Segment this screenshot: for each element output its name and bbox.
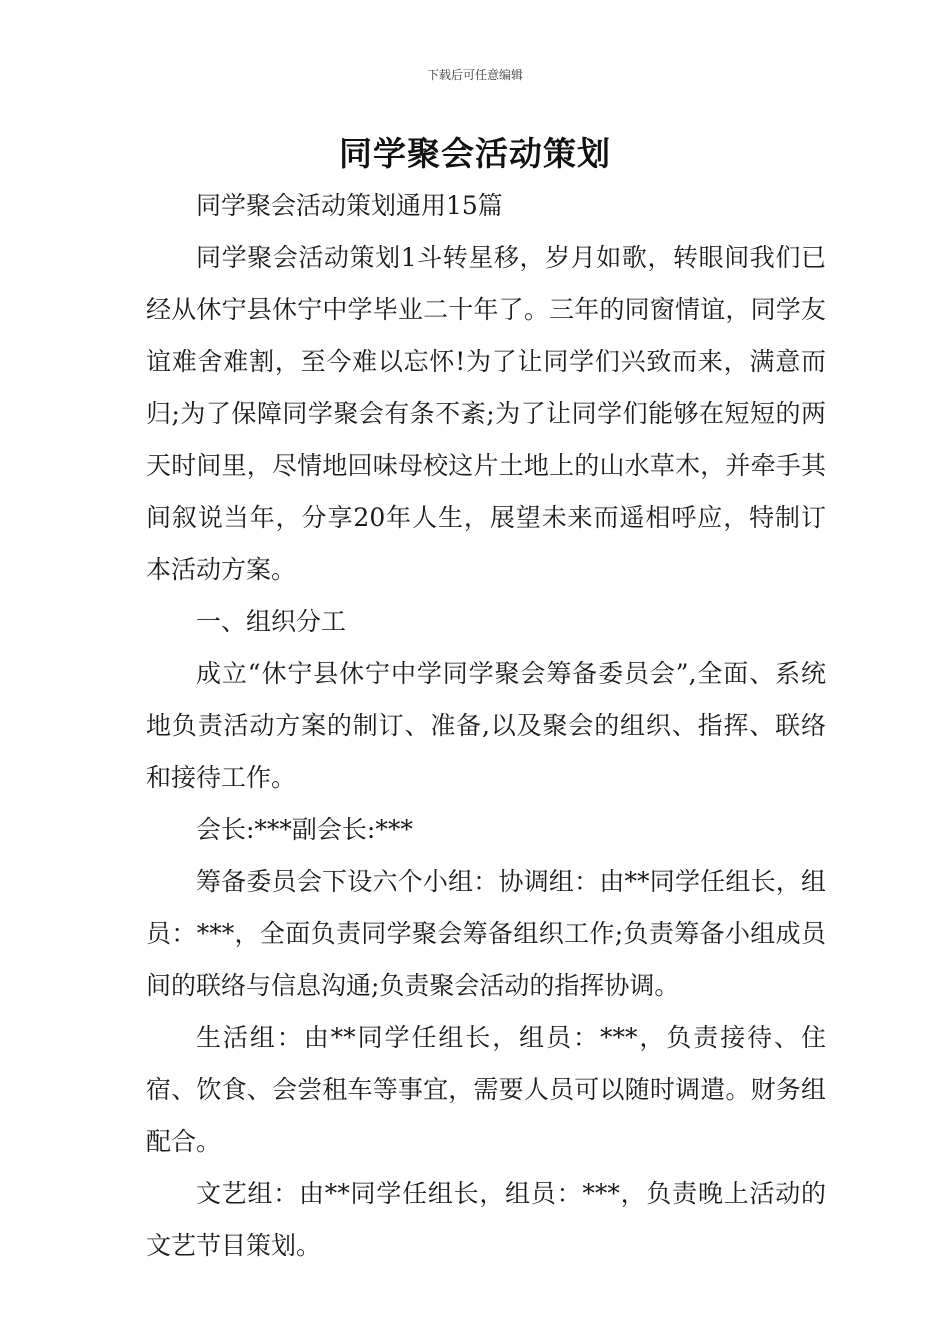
document-body	[146, 180, 826, 1272]
header-note: 下载后可任意编辑	[426, 68, 523, 82]
subtitle-paragraph: 同学聚会活动策划通用15篇	[196, 191, 503, 220]
document-title: 同学聚会活动策划	[339, 134, 611, 173]
arts-group-paragraph: 文艺组：由**同学任组长，组员：***，负责晚上活动的文艺节目策划。	[146, 1179, 826, 1260]
leaders-paragraph: 会长:***副会长:***	[196, 815, 413, 844]
coordination-group-paragraph: 筹备委员会下设六个小组：协调组：由**同学任组长，组员：***，全面负责同学聚会筹备组织工作;负责筹备小组成员间的联络与信息沟通;负责聚会活动的指挥协调。	[146, 867, 826, 1000]
life-group-paragraph: 生活组：由**同学任组长，组员：***，负责接待、住宿、饮食、会尝租车等事宜，需要人员可以随时调遣。财务组配合。	[146, 1023, 826, 1156]
section-heading: 一、组织分工	[196, 607, 347, 636]
intro-paragraph: 同学聚会活动策划1斗转星移，岁月如歌，转眼间我们已经从休宁县休宁中学毕业二十年了。三年的同窗情谊，同学友谊难舍难割，至今难以忘怀!为了让同学们兴致而来，满意而归;为了保障同学聚会有条不紊;为了让同学们能够在短短的两天时间里，尽情地回味母校这片土地上的山水草木，并牵手其间叙说当年，分享20年人生，展望未来而遥相呼应，特制订本活动方案。	[146, 243, 826, 584]
committee-paragraph: 成立“休宁县休宁中学同学聚会筹备委员会”,全面、系统地负责活动方案的制订、准备,以及聚会的组织、指挥、联络和接待工作。	[146, 659, 826, 792]
